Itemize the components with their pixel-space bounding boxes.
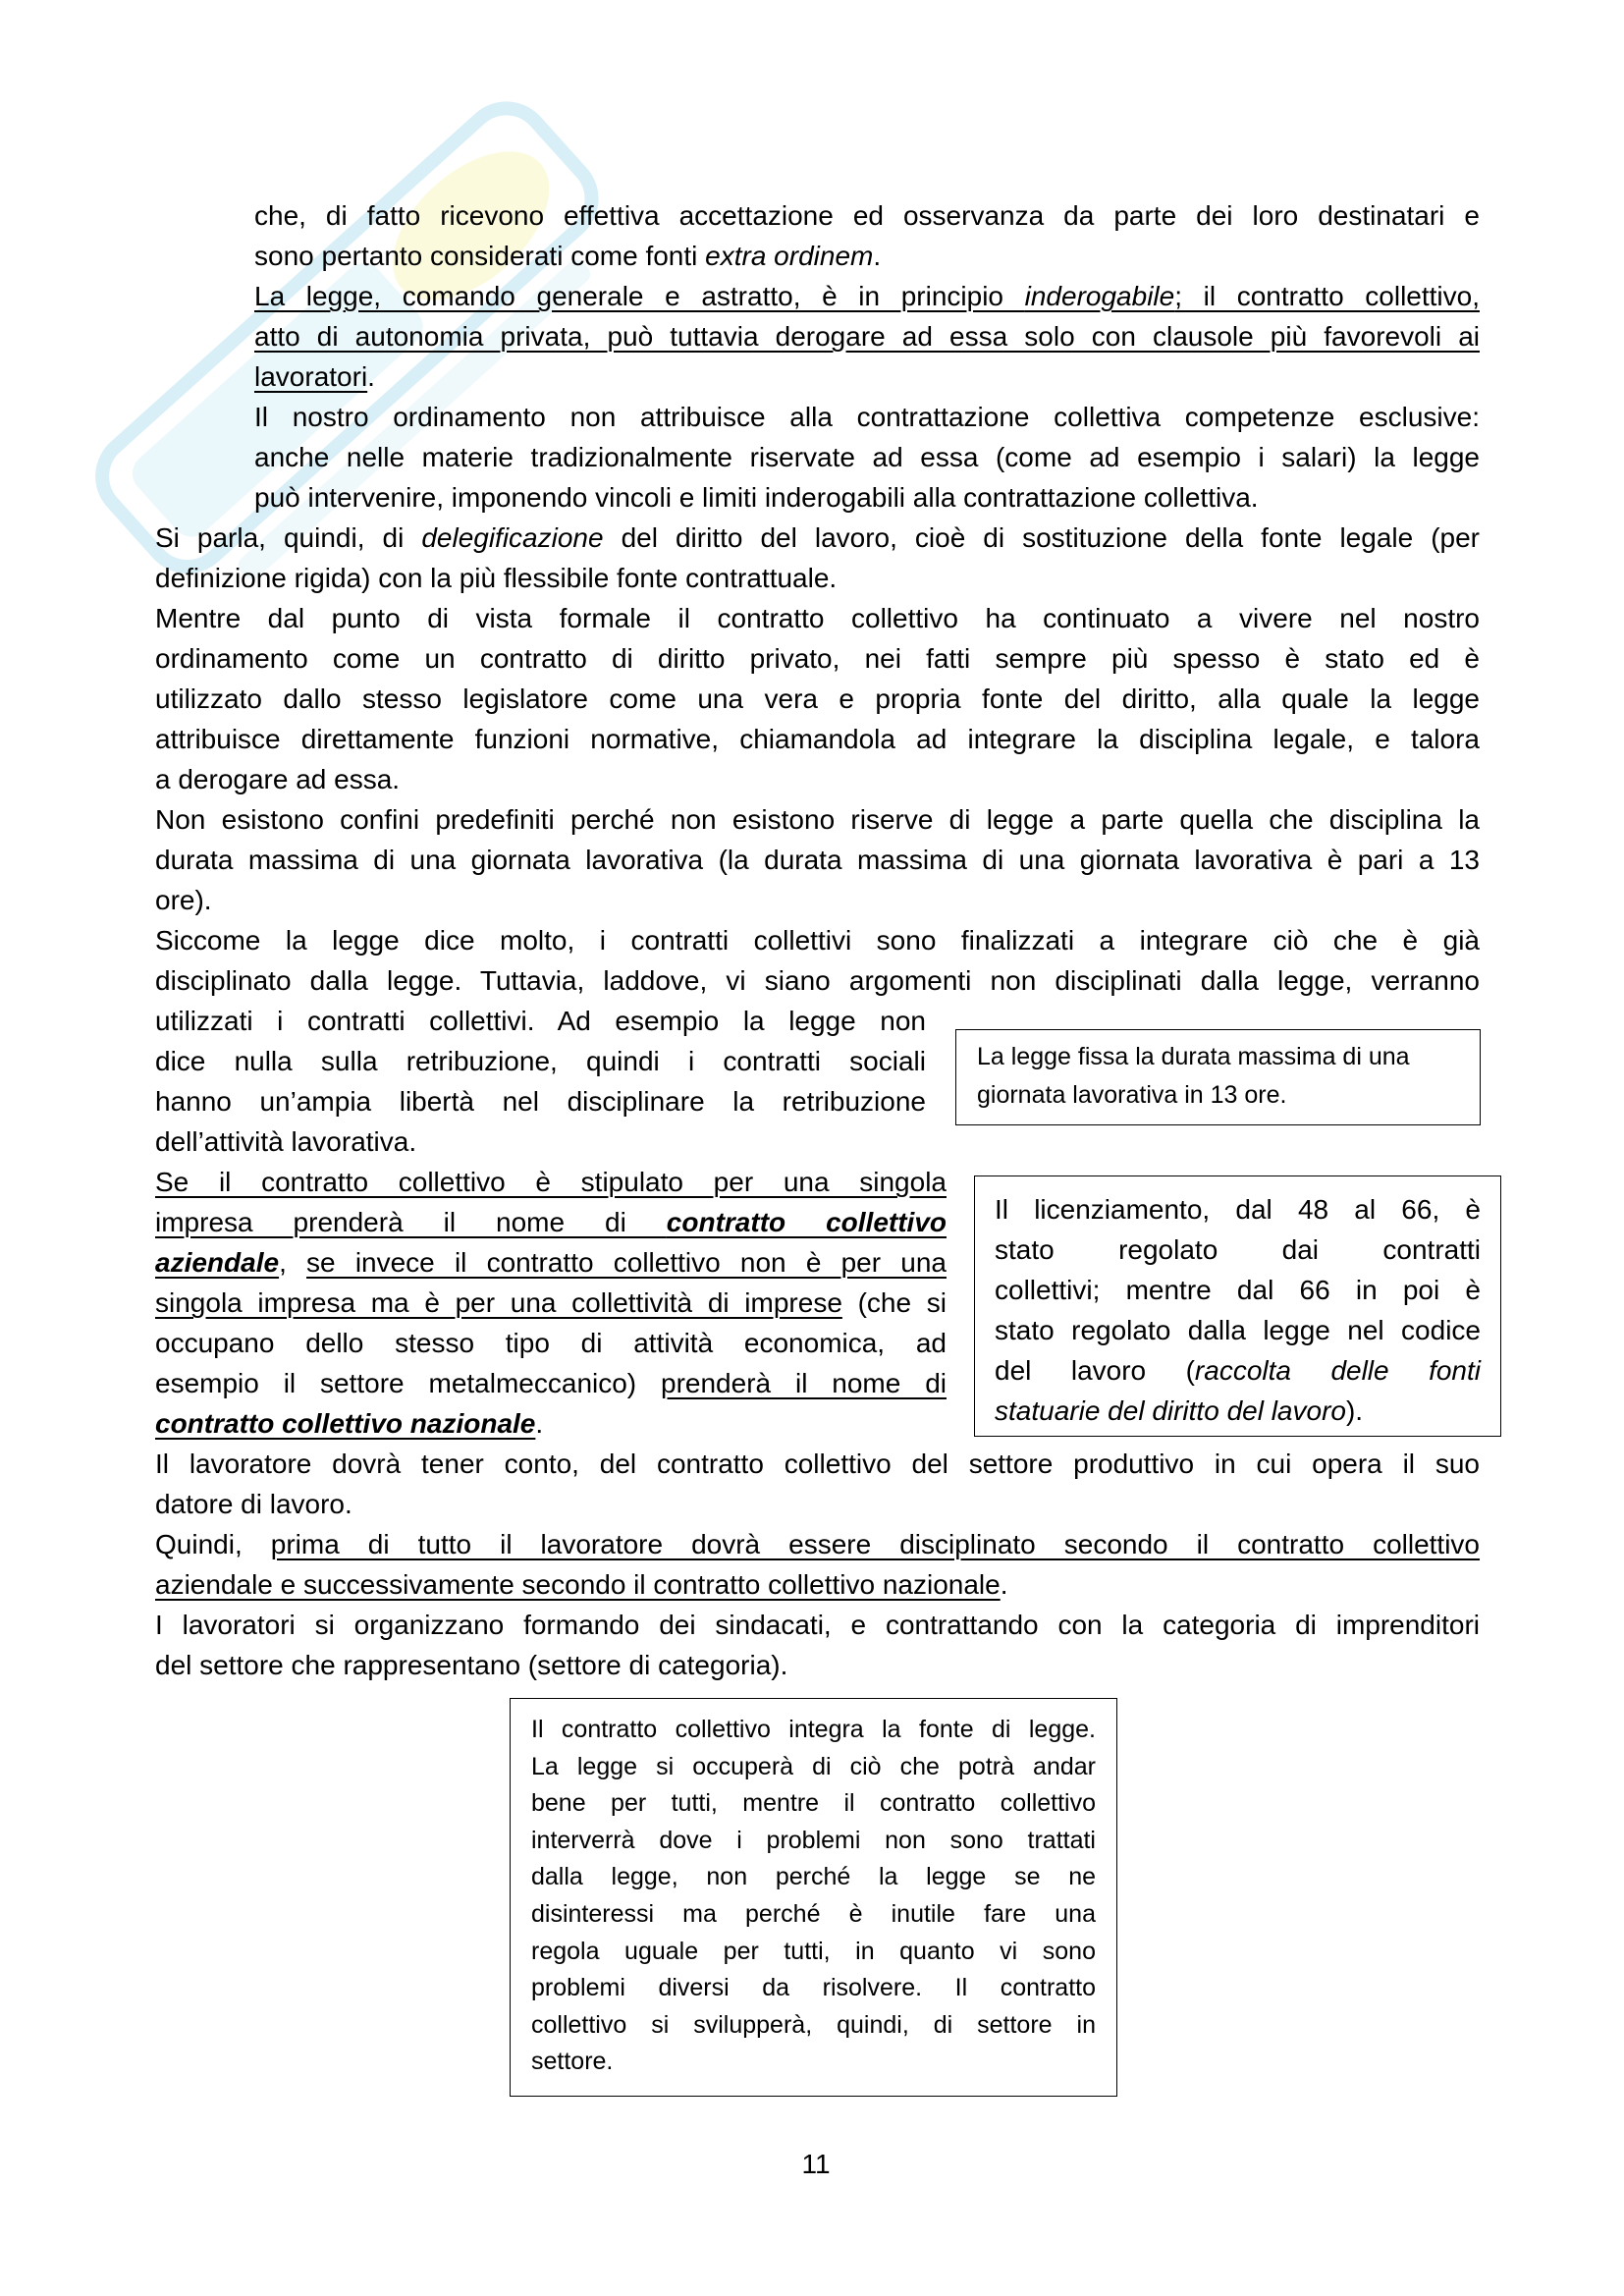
- note-line: interverrà dove i problemi non sono trattati: [531, 1826, 1096, 1854]
- text-segment: collettivi; mentre dal 66 in poi è: [995, 1275, 1481, 1305]
- note-line: [995, 1189, 1481, 1230]
- underlined-text: aziendale e successivamente secondo il contratto collettivo nazionale: [155, 1569, 1001, 1600]
- italic-text: statuarie del diritto del lavoro: [995, 1395, 1346, 1426]
- body-line-8: [254, 477, 1480, 518]
- note-line: [995, 1391, 1481, 1431]
- text-segment: dice nulla sulla retribuzione, quindi i contratti sociali: [155, 1046, 926, 1076]
- text-segment: ore).: [155, 885, 212, 915]
- body-line-32: [155, 1444, 1480, 1484]
- text-segment: ordinamento come un contratto di diritto privato, nei fatti sempre più spesso è stato ed è: [155, 643, 1480, 674]
- text-segment: occupano dello stesso tipo di attività economica, ad: [155, 1328, 947, 1358]
- body-line-1: [254, 195, 1480, 236]
- text-segment: ,: [279, 1247, 307, 1278]
- text-segment: stato regolato dalla legge nel codice: [995, 1315, 1481, 1345]
- body-line-26: [155, 1202, 947, 1242]
- body-line-9: [155, 518, 1480, 558]
- note-line: problemi diversi da risolvere. Il contratto: [531, 1974, 1096, 2002]
- note-line: [995, 1310, 1481, 1350]
- body-line-27: [155, 1242, 947, 1283]
- text-segment: Il lavoratore dovrà tener conto, del contratto collettivo del settore produttivo in cui opera il suo: [155, 1449, 1480, 1479]
- underlined-text: lavoratori: [254, 361, 368, 392]
- text-segment: attribuisce direttamente funzioni normative, chiamandola ad integrare la disciplina legale, e talora: [155, 724, 1480, 754]
- body-line-23: [155, 1081, 926, 1121]
- body-line-5: [254, 356, 1480, 397]
- text-segment: sono pertanto considerati come fonti: [254, 241, 706, 271]
- note-line: collettivo si svilupperà, quindi, di settore in: [531, 2010, 1096, 2039]
- text-segment: durata massima di una giornata lavorativa (la durata massima di una giornata lavorativa è pari a 13: [155, 845, 1480, 875]
- text-segment: .: [367, 361, 375, 392]
- text-segment: Il licenziamento, dal 48 al 66, è: [995, 1194, 1481, 1225]
- body-line-14: [155, 719, 1480, 759]
- page-number: 11: [801, 2149, 831, 2179]
- bold-term-contratto-collettivo: contratto collettivo: [666, 1207, 947, 1237]
- note-line: bene per tutti, mentre il contratto collettivo: [531, 1789, 1096, 1818]
- italic-term-delegificazione: delegificazione: [421, 522, 604, 553]
- text-segment: Non esistono confini predefiniti perché non esistono riserve di legge a parte quella che disciplina la: [155, 804, 1480, 835]
- underlined-text: La legge, comando generale e astratto, è in principio: [254, 281, 1025, 311]
- body-line-12: [155, 638, 1480, 679]
- body-line-30: [155, 1363, 947, 1403]
- text-segment: utilizzati i contratti collettivi. Ad esempio la legge non: [155, 1006, 926, 1036]
- text-segment: Siccome la legge dice molto, i contratti collettivi sono finalizzati a integrare ciò che è già: [155, 925, 1480, 956]
- text-segment: .: [535, 1408, 544, 1439]
- note-line: [995, 1270, 1481, 1310]
- underlined-text: prima di tutto il lavoratore dovrà essere disciplinato secondo il contratto collettivo: [270, 1529, 1481, 1559]
- text-segment: ).: [1345, 1395, 1364, 1426]
- body-line-22: [155, 1041, 926, 1081]
- note-line: giornata lavorativa in 13 ore.: [977, 1081, 1287, 1109]
- underlined-text: se invece il contratto collettivo non è per una: [306, 1247, 947, 1278]
- body-line-21: [155, 1001, 926, 1041]
- underlined-text: impresa prenderà il nome di: [155, 1207, 667, 1237]
- body-line-3: [254, 276, 1480, 316]
- body-line-16: [155, 799, 1480, 840]
- underlined-text: atto di autonomia privata, può tuttavia derogare ad essa solo con clausole più favorevoli ai: [254, 321, 1480, 352]
- note-box-durata: [955, 1029, 1481, 1125]
- body-line-37: [155, 1645, 1480, 1685]
- text-segment: I lavoratori si organizzano formando dei sindacati, e contrattando con la categoria di imprenditori: [155, 1610, 1480, 1640]
- note-line: La legge si occuperà di ciò che potrà andar: [531, 1752, 1096, 1780]
- text-segment: .: [1000, 1569, 1008, 1600]
- note-line: [995, 1350, 1481, 1391]
- text-segment: del diritto del lavoro, cioè di sostituzione della fonte legale (per: [603, 522, 1481, 553]
- text-segment: hanno un’ampia libertà nel disciplinare la retribuzione: [155, 1086, 926, 1117]
- text-segment: anche nelle materie tradizionalmente riservate ad essa (come ad esempio i salari) la legge: [254, 442, 1480, 472]
- italic-term-inderogabile: inderogabile: [1024, 281, 1175, 311]
- body-line-13: [155, 679, 1480, 719]
- text-segment: a derogare ad essa.: [155, 764, 401, 794]
- body-line-34: [155, 1524, 1480, 1564]
- body-line-20: [155, 960, 1480, 1001]
- text-segment: Si parla, quindi, di: [155, 522, 422, 553]
- body-line-18: [155, 880, 1480, 920]
- body-line-35: [155, 1564, 1480, 1605]
- underlined-text: Se il contratto collettivo è stipulato per una singola: [155, 1167, 947, 1197]
- note-box-licenziamento: [974, 1175, 1501, 1437]
- text-segment: .: [873, 241, 882, 271]
- note-line: settore.: [531, 2048, 614, 2076]
- body-line-2: [254, 236, 1480, 276]
- underlined-text: prenderà il nome di: [661, 1368, 947, 1398]
- text-segment: del settore che rappresentano (settore di categoria).: [155, 1650, 788, 1680]
- text-segment: del lavoro (: [995, 1355, 1195, 1386]
- body-line-10: [155, 558, 1480, 598]
- underlined-text: ; il contratto collettivo,: [1174, 281, 1480, 311]
- body-line-19: [155, 920, 1480, 960]
- body-line-33: [155, 1484, 1480, 1524]
- body-line-6: [254, 397, 1480, 437]
- body-line-31: [155, 1403, 947, 1444]
- body-line-24: [155, 1121, 926, 1162]
- italic-term-extra-ordinem: extra ordinem: [705, 241, 874, 271]
- body-line-28: [155, 1283, 947, 1323]
- text-segment: che, di fatto ricevono effettiva accettazione ed osservanza da parte dei loro destinatari e: [254, 200, 1480, 231]
- note-line: [995, 1230, 1481, 1270]
- note-line: Il contratto collettivo integra la fonte di legge.: [531, 1716, 1096, 1743]
- text-segment: definizione rigida) con la più flessibile fonte contrattuale.: [155, 563, 838, 593]
- italic-text: raccolta delle fonti: [1194, 1355, 1482, 1386]
- body-line-15: [155, 759, 1480, 799]
- note-line: dalla legge, non perché la legge se ne: [531, 1863, 1096, 1891]
- body-line-17: [155, 840, 1480, 880]
- text-segment: utilizzato dallo stesso legislatore come una vera e propria fonte del diritto, alla quale la legge: [155, 683, 1480, 714]
- underlined-text: singola impresa ma è per una collettività di imprese: [155, 1287, 842, 1318]
- text-segment: datore di lavoro.: [155, 1489, 352, 1519]
- note-box-integrazione: [510, 1698, 1117, 2097]
- body-line-4: [254, 316, 1480, 356]
- text-segment: Mentre dal punto di vista formale il contratto collettivo ha continuato a vivere nel nostro: [155, 603, 1480, 633]
- text-segment: esempio il settore metalmeccanico): [155, 1368, 662, 1398]
- text-segment: dell’attività lavorativa.: [155, 1126, 417, 1157]
- text-segment: Quindi,: [155, 1529, 271, 1559]
- note-line: regola uguale per tutti, in quanto vi sono: [531, 1937, 1096, 1965]
- body-line-36: [155, 1605, 1480, 1645]
- body-line-7: [254, 437, 1480, 477]
- text-segment: Il nostro ordinamento non attribuisce alla contrattazione collettiva competenze esclusive:: [254, 402, 1480, 432]
- body-line-25: [155, 1162, 947, 1202]
- body-line-11: [155, 598, 1480, 638]
- text-segment: disciplinato dalla legge. Tuttavia, laddove, vi siano argomenti non disciplinati dalla legge, verranno: [155, 965, 1480, 996]
- note-line: La legge fissa la durata massima di una: [977, 1043, 1410, 1070]
- note-line: disinteressi ma perché è inutile fare una: [531, 1899, 1096, 1928]
- text-segment: stato regolato dai contratti: [995, 1234, 1481, 1265]
- text-segment: può intervenire, imponendo vincoli e limiti inderogabili alla contrattazione collettiva.: [254, 482, 1259, 513]
- body-text: [155, 195, 1480, 1685]
- bold-term-aziendale: aziendale: [155, 1247, 280, 1278]
- text-segment: (che si: [841, 1287, 947, 1318]
- body-line-29: [155, 1323, 947, 1363]
- bold-term-contratto-collettivo-nazionale: contratto collettivo nazionale: [155, 1408, 536, 1439]
